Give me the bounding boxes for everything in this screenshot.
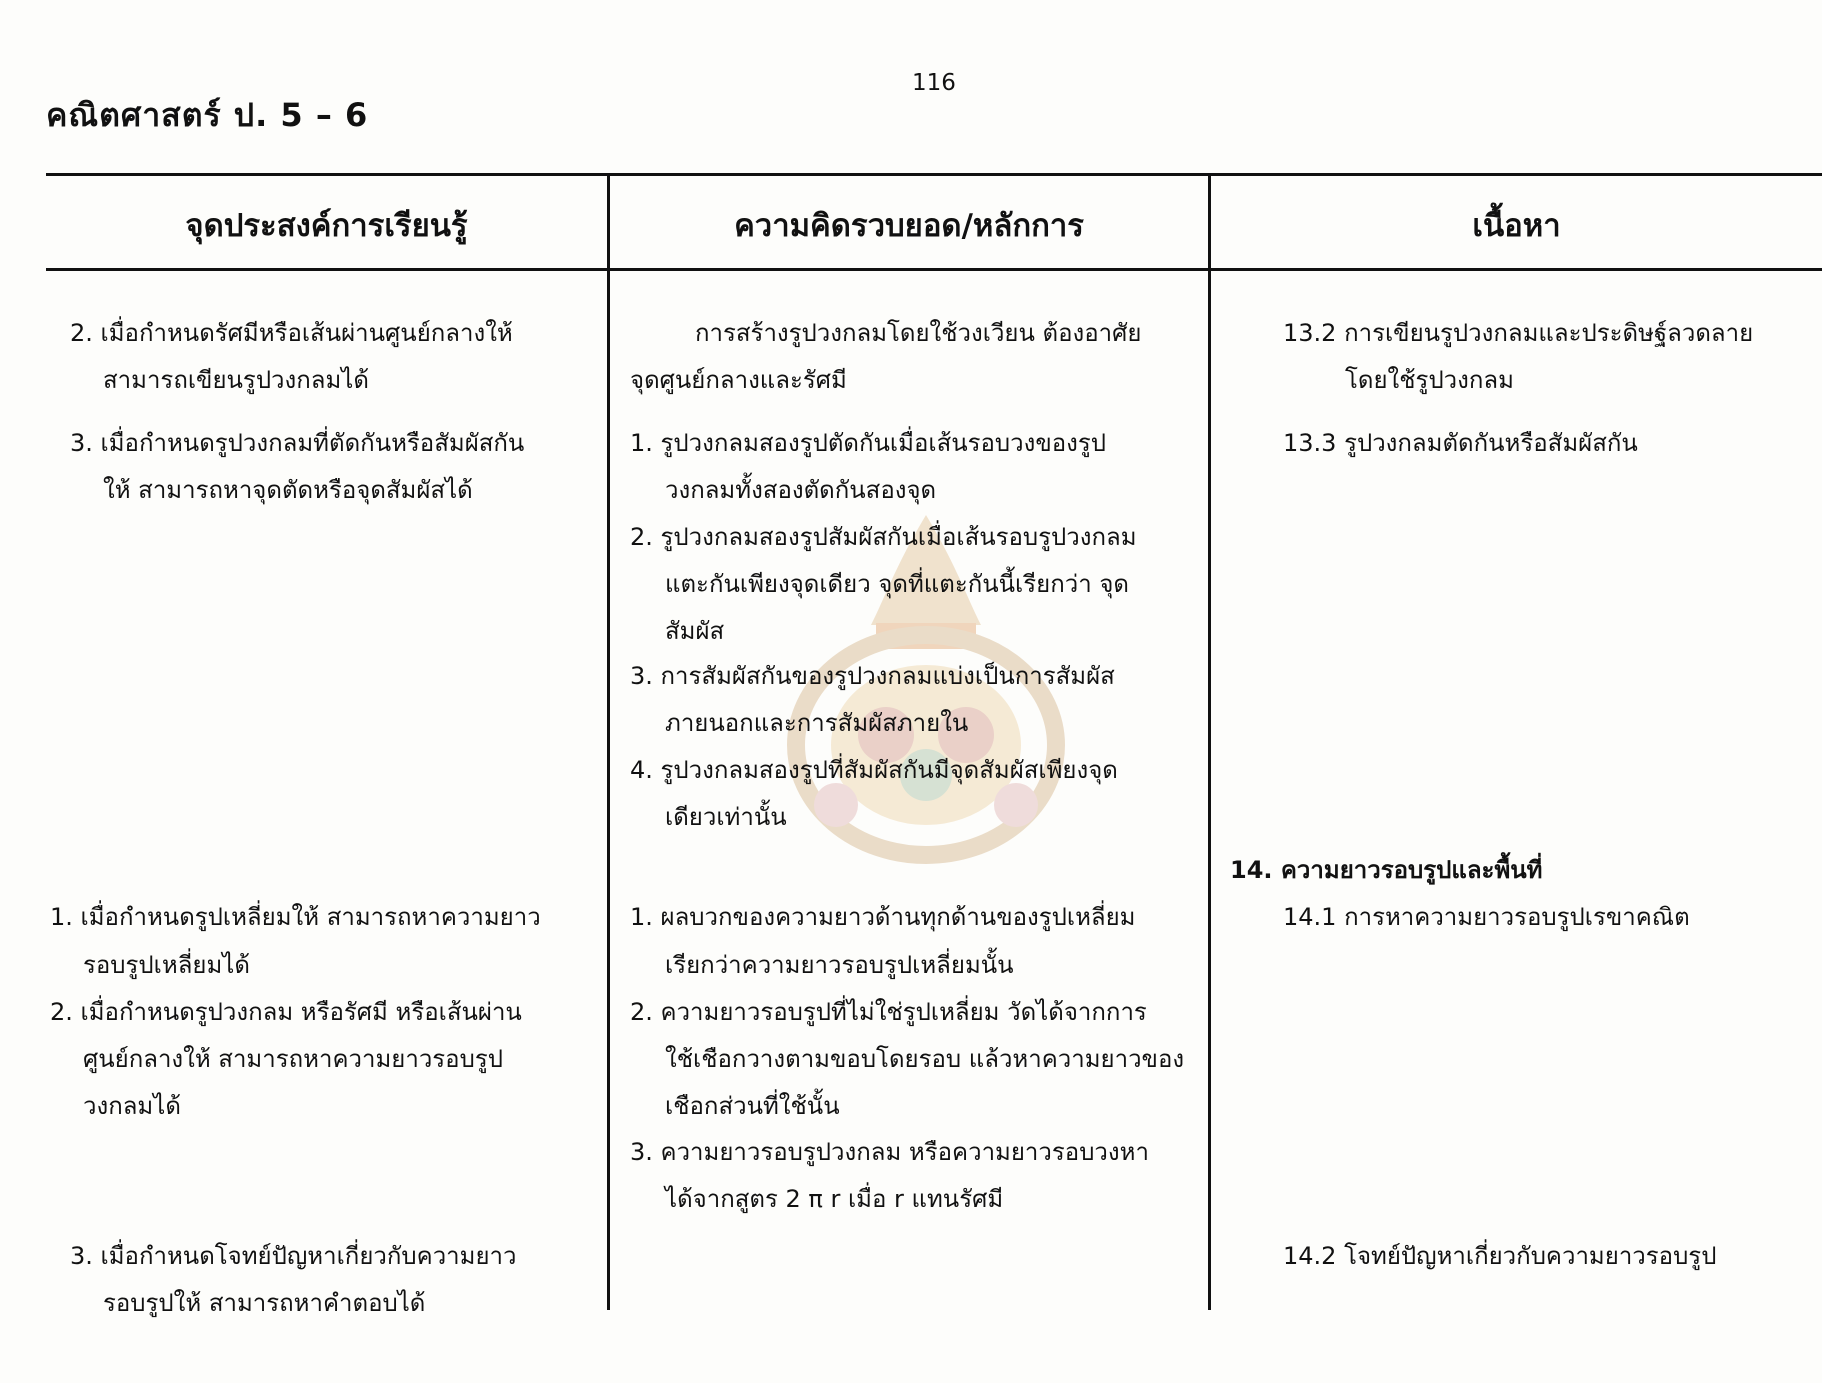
concept-line: ภายนอกและการสัมผัสภายใน [665,709,969,737]
concept-line: จุดศูนย์กลางและรัศมี [630,366,847,394]
header-bottom-rule [46,268,1822,271]
objective-line: ศูนย์กลางให้ สามารถหาความยาวรอบรูป [83,1045,503,1073]
objective-line: 3. เมื่อกำหนดโจทย์ปัญหาเกี่ยวกับความยาว [70,1242,517,1270]
concept-line: วงกลมทั้งสองตัดกันสองจุด [665,476,937,504]
concept-line: 1. รูปวงกลมสองรูปตัดกันเมื่อเส้นรอบวงของรูป [630,429,1107,457]
header-objectives: จุดประสงค์การเรียนรู้ [185,208,468,244]
page-number: 116 [912,70,956,96]
table-top-rule [46,173,1822,176]
objective-line: สามารถเขียนรูปวงกลมได้ [103,366,369,394]
page-title: คณิตศาสตร์ ป. 5 – 6 [46,96,369,134]
content-line: 13.3 รูปวงกลมตัดกันหรือสัมผัสกัน [1283,429,1638,457]
concept-line: ได้จากสูตร 2 π r เมื่อ r แทนรัศมี [665,1185,1004,1213]
concept-line: เดียวเท่านั้น [665,803,787,831]
concept-line: 3. การสัมผัสกันของรูปวงกลมแบ่งเป็นการสัมผัส [630,662,1115,690]
content-line: โดยใช้รูปวงกลม [1345,366,1514,394]
header-contents: เนื้อหา [1472,208,1561,244]
objective-line: รอบรูปให้ สามารถหาคำตอบได้ [103,1289,426,1317]
concept-line: ใช้เชือกวางตามขอบโดยรอบ แล้วหาความยาวของ [665,1045,1185,1073]
concept-line: สัมผัส [665,617,725,645]
concept-line: 1. ผลบวกของความยาวด้านทุกด้านของรูปเหลี่ยม [630,903,1136,931]
concept-line: 4. รูปวงกลมสองรูปที่สัมผัสกันมีจุดสัมผัสเพียงจุด [630,756,1118,784]
concept-line: 2. ความยาวรอบรูปที่ไม่ใช่รูปเหลี่ยม วัดได้จากการ [630,998,1147,1026]
content-line: 14. ความยาวรอบรูปและพื้นที่ [1230,856,1543,884]
column-divider-2 [1208,173,1211,1310]
concept-line: แตะกันเพียงจุดเดียว จุดที่แตะกันนี้เรียกว่า จุด [665,570,1129,598]
objective-line: 2. เมื่อกำหนดรัศมีหรือเส้นผ่านศูนย์กลางให้ [70,319,513,347]
objective-line: รอบรูปเหลี่ยมได้ [83,951,250,979]
objective-line: 1. เมื่อกำหนดรูปเหลี่ยมให้ สามารถหาความยาว [50,903,541,931]
objective-line: 3. เมื่อกำหนดรูปวงกลมที่ตัดกันหรือสัมผัสกัน [70,429,525,457]
objective-line: วงกลมได้ [83,1092,181,1120]
concept-line: 3. ความยาวรอบรูปวงกลม หรือความยาวรอบวงหา [630,1138,1149,1166]
concept-line: การสร้างรูปวงกลมโดยใช้วงเวียน ต้องอาศัย [695,319,1142,347]
content-line: 13.2 การเขียนรูปวงกลมและประดิษฐ์ลวดลาย [1283,319,1754,347]
concept-line: เชือกส่วนที่ใช้นั้น [665,1092,840,1120]
concept-line: 2. รูปวงกลมสองรูปสัมผัสกันเมื่อเส้นรอบรูปวงกลม [630,523,1137,551]
content-line: 14.1 การหาความยาวรอบรูปเรขาคณิต [1283,903,1690,931]
concept-line: เรียกว่าความยาวรอบรูปเหลี่ยมนั้น [665,951,1014,979]
objective-line: 2. เมื่อกำหนดรูปวงกลม หรือรัศมี หรือเส้นผ่าน [50,998,522,1026]
header-concepts: ความคิดรวบยอด/หลักการ [734,208,1084,244]
objective-line: ให้ สามารถหาจุดตัดหรือจุดสัมผัสได้ [103,476,473,504]
content-line: 14.2 โจทย์ปัญหาเกี่ยวกับความยาวรอบรูป [1283,1242,1717,1270]
column-divider-1 [607,173,610,1310]
